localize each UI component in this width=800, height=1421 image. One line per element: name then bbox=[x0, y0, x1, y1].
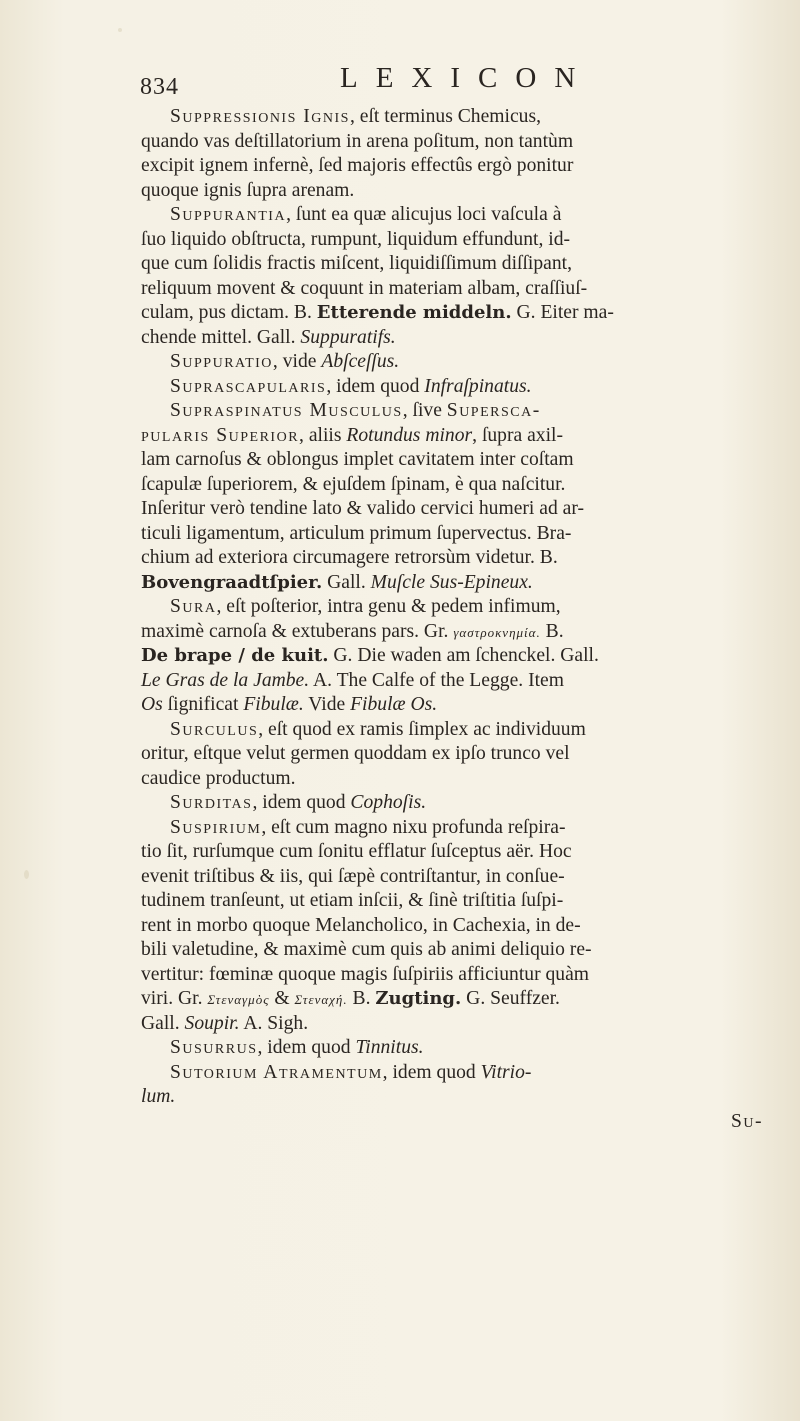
text-line bbox=[141, 1036, 763, 1061]
greek-term: Στεναγμὸς bbox=[207, 992, 270, 1007]
text-line bbox=[141, 326, 763, 351]
text-run: ticuli ligamentum, articulum primum ſupervectus. Bra- bbox=[141, 522, 572, 544]
italic-term: Os bbox=[141, 694, 163, 715]
text-line bbox=[141, 130, 763, 155]
text-run: , idem quod bbox=[326, 375, 425, 397]
text-run: tio ſit, rurſumque cum ſonitu efflatur ſuſceptus aër. Hoc bbox=[141, 841, 572, 862]
text-run: Gall. bbox=[322, 571, 371, 593]
text-run: vertitur: fœminæ quoque magis ſuſpiriis afficiuntur quàm bbox=[141, 963, 590, 985]
text-run: lam carnoſus & oblongus implet cavitatem inter coſtam bbox=[141, 449, 574, 470]
headword: Supersca- bbox=[446, 400, 541, 421]
text-line bbox=[141, 693, 763, 718]
italic-term: Fibulæ. bbox=[243, 694, 304, 715]
text-line bbox=[141, 546, 763, 571]
text-line bbox=[141, 767, 763, 792]
text-run: G. Seuffzer. bbox=[461, 988, 560, 1009]
text-line bbox=[141, 228, 763, 253]
headword: Suprascapularis bbox=[170, 375, 327, 397]
text-run: , idem quod bbox=[382, 1061, 481, 1083]
page-header bbox=[140, 62, 760, 106]
text-run: quoque ignis ſupra arenam. bbox=[141, 179, 355, 201]
text-line bbox=[141, 816, 763, 841]
text-run: , eſt cum magno nixu profunda reſpira- bbox=[261, 816, 566, 838]
text-line bbox=[141, 840, 763, 865]
blackletter-term: Etterende middeln. bbox=[316, 302, 512, 323]
italic-term: Rotundus minor bbox=[346, 424, 473, 446]
text-run: , idem quod bbox=[257, 1037, 356, 1058]
text-line bbox=[141, 718, 763, 743]
italic-term: Tinnitus. bbox=[355, 1037, 424, 1058]
text-run: , idem quod bbox=[252, 792, 351, 813]
text-line bbox=[141, 791, 763, 816]
text-line bbox=[141, 105, 763, 130]
headword: Su- bbox=[730, 1110, 763, 1132]
headword: Susurrus bbox=[170, 1037, 258, 1058]
text-line bbox=[141, 595, 763, 620]
headword: Sura bbox=[170, 596, 217, 617]
text-run: ſuo liquido obſtructa, rumpunt, liquidum effundunt, id- bbox=[141, 228, 571, 250]
italic-term: Muſcle Sus-Epineux. bbox=[370, 571, 533, 593]
page-number: 834 bbox=[140, 74, 179, 100]
italic-term: Soupir. bbox=[184, 1012, 240, 1034]
text-run: culam, pus dictam. B. bbox=[141, 302, 317, 323]
text-run: chium ad exteriora circumagere retrorsùm videtur. B. bbox=[141, 547, 558, 568]
text-line bbox=[141, 1085, 763, 1110]
text-run: ſcapulæ ſuperiorem, & ejuſdem ſpinam, è qua naſcitur. bbox=[141, 473, 566, 495]
text-run: Inſeritur verò tendine lato & valido cervici humeri ad ar- bbox=[141, 498, 585, 519]
text-line bbox=[141, 1110, 763, 1135]
text-run: , aliis bbox=[299, 424, 347, 446]
blackletter-term: Zugting. bbox=[375, 988, 462, 1009]
text-run: , ſupra axil- bbox=[472, 424, 564, 446]
text-run: Vide bbox=[303, 694, 351, 715]
text-line bbox=[141, 1061, 763, 1086]
headword: Surculus bbox=[170, 718, 259, 740]
text-run: Gall. bbox=[141, 1012, 185, 1034]
greek-term: γαστροκνημία. bbox=[453, 624, 541, 640]
headword: Supraspinatus Musculus bbox=[170, 400, 403, 421]
headword: Suppurantia bbox=[170, 204, 287, 225]
text-run: G. Eiter ma- bbox=[511, 302, 614, 323]
headword: Sutorium Atramentum bbox=[170, 1061, 383, 1083]
text-run: quando vas deſtillatorium in arena poſitum, non tantùm bbox=[141, 130, 574, 152]
text-line bbox=[141, 350, 763, 375]
paper-speck bbox=[24, 870, 29, 879]
headword: Surditas bbox=[170, 792, 253, 813]
text-line bbox=[141, 914, 763, 939]
text-line bbox=[141, 644, 763, 669]
text-line bbox=[141, 1012, 763, 1037]
text-line bbox=[141, 865, 763, 890]
text-run: , eſt quod ex ramis ſimplex ac individuum bbox=[258, 718, 586, 740]
text-line bbox=[141, 987, 763, 1012]
text-line bbox=[141, 424, 763, 449]
text-run: rent in morbo quoque Melancholico, in Cachexia, in de- bbox=[141, 914, 581, 936]
text-run: A. The Calfe of the Legge. Item bbox=[309, 669, 564, 691]
text-line bbox=[141, 889, 763, 914]
text-line bbox=[141, 742, 763, 767]
running-title: LEXICON bbox=[340, 62, 594, 94]
text-line bbox=[141, 497, 763, 522]
text-line bbox=[141, 571, 763, 596]
text-run: caudice productum. bbox=[141, 767, 296, 789]
text-run: chende mittel. Gall. bbox=[141, 326, 301, 348]
text-run: evenit triſtibus & iis, qui ſæpè contriſtantur, in conſue- bbox=[141, 865, 565, 887]
italic-term: lum. bbox=[141, 1086, 176, 1107]
headword: Suppuratio bbox=[170, 351, 273, 372]
blackletter-term: De brape / de kuit. bbox=[141, 645, 329, 666]
text-run: , eſt terminus Chemicus, bbox=[349, 106, 541, 127]
text-line bbox=[141, 277, 763, 302]
text-line bbox=[141, 669, 763, 694]
blackletter-term: Bovengraadtſpier. bbox=[141, 571, 323, 593]
text-run: que cum ſolidis fractis miſcent, liquidiſſimum diſſipant, bbox=[141, 253, 573, 274]
text-run: bili valetudine, & maximè cum quis ab animi deliquio re- bbox=[141, 939, 592, 960]
italic-term: Le Gras de la Jambe. bbox=[141, 669, 310, 691]
text-line bbox=[141, 301, 763, 326]
text-line bbox=[141, 252, 763, 277]
text-run: reliquum movent & coquunt in materiam albam, craſſiuſ- bbox=[141, 277, 588, 299]
greek-term: Στεναχή. bbox=[294, 992, 348, 1007]
text-line bbox=[141, 203, 763, 228]
text-run: , eſt poſterior, intra genu & pedem infimum, bbox=[216, 596, 561, 617]
italic-term: Cophoſis. bbox=[350, 792, 427, 813]
text-run: maximè carnoſa & extuberans pars. Gr. bbox=[141, 620, 454, 642]
text-run: viri. Gr. bbox=[141, 988, 208, 1009]
italic-term: Infraſpinatus. bbox=[424, 375, 532, 397]
text-line bbox=[141, 154, 763, 179]
text-run: ſignificat bbox=[162, 694, 244, 715]
text-run: B. bbox=[347, 988, 376, 1009]
text-run: tudinem tranſeunt, ut etiam inſcii, & ſinè triſtitia ſuſpi- bbox=[141, 890, 564, 911]
text-line bbox=[141, 448, 763, 473]
text-line bbox=[141, 620, 763, 645]
headword: Suspirium bbox=[170, 816, 262, 838]
text-run: oritur, eſtque velut germen quoddam ex ipſo trunco vel bbox=[141, 743, 570, 764]
headword: Suppressionis Ignis bbox=[170, 106, 350, 127]
italic-term: Suppuratifs. bbox=[300, 326, 396, 348]
headword: pularis Superior bbox=[141, 424, 300, 446]
italic-term: Vitrio- bbox=[480, 1061, 532, 1083]
text-line bbox=[141, 179, 763, 204]
italic-term: Abſceſſus. bbox=[321, 351, 400, 372]
text-run: G. Die waden am ſchenckel. Gall. bbox=[328, 645, 599, 666]
text-run: , ſunt ea quæ alicujus loci vaſcula à bbox=[286, 204, 562, 225]
dictionary-text-column bbox=[141, 105, 763, 1134]
text-line bbox=[141, 375, 763, 400]
text-run: B. bbox=[540, 620, 564, 642]
paper-speck bbox=[118, 28, 122, 32]
text-line bbox=[141, 522, 763, 547]
text-line bbox=[141, 399, 763, 424]
text-run: A. Sigh. bbox=[239, 1012, 309, 1034]
text-run: excipit ignem infernè, ſed majoris effectûs ergò ponitur bbox=[141, 155, 574, 176]
italic-term: Fibulæ Os. bbox=[350, 694, 438, 715]
text-run: , vide bbox=[272, 351, 322, 372]
text-line bbox=[141, 963, 763, 988]
text-line bbox=[141, 938, 763, 963]
text-line bbox=[141, 473, 763, 498]
text-run: & bbox=[269, 988, 295, 1009]
text-run: , ſive bbox=[402, 400, 447, 421]
